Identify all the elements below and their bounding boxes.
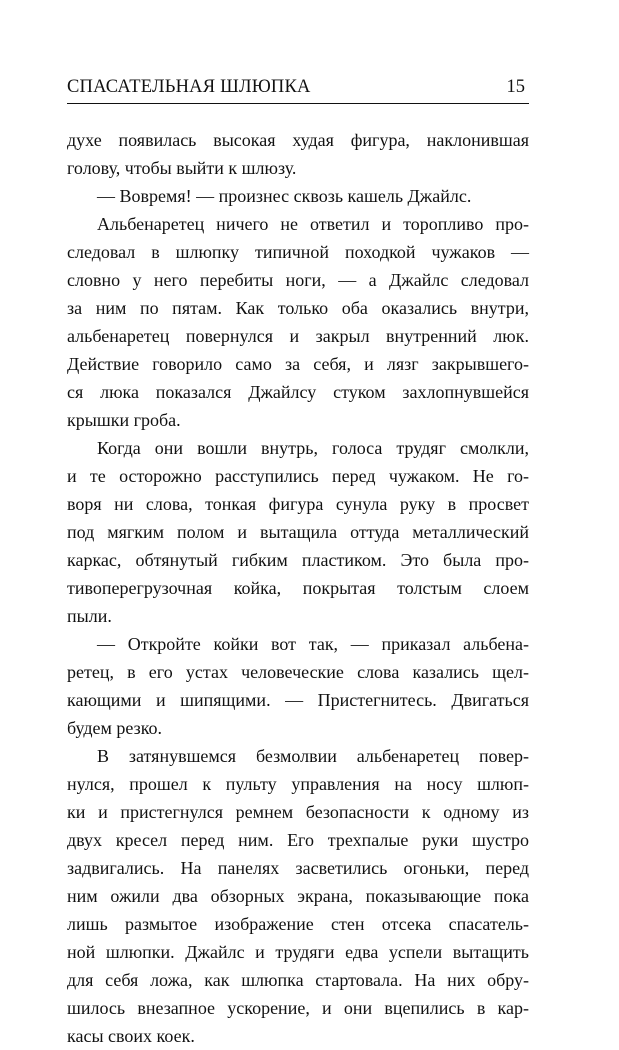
page-number: 15 xyxy=(506,77,525,97)
text-line: лишь размытое изображение стен отсека спасатель- xyxy=(67,914,529,934)
text-line: альбенаретец повернулся и закрыл внутренний люк. xyxy=(67,326,529,346)
text-line: ся люка показался Джайлсу стуком захлопнувшейся xyxy=(67,382,529,402)
text-line: ретец, в его устах человеческие слова казались щел- xyxy=(67,662,529,682)
book-page xyxy=(67,76,529,1050)
text-line: тивоперегрузочная койка, покрытая толстым слоем xyxy=(67,578,529,598)
text-line: крышки гроба. xyxy=(67,410,181,430)
body-text xyxy=(67,126,529,1050)
running-header xyxy=(67,76,529,98)
text-line: каркас, обтянутый гибким пластиком. Это была про- xyxy=(67,550,529,570)
text-line: ки и пристегнулся ремнем безопасности к одному из xyxy=(67,802,529,822)
running-title: СПАСАТЕЛЬНАЯ ШЛЮПКА xyxy=(67,77,311,97)
header-rule xyxy=(67,103,529,104)
text-line: касы своих коек. xyxy=(67,1026,195,1046)
text-line: Когда они вошли внутрь, голоса трудяг смолкли, xyxy=(97,438,529,458)
text-line: будем резко. xyxy=(67,718,163,738)
text-line: нулся, прошел к пульту управления на носу шлюп- xyxy=(67,774,529,794)
text-line: В затянувшемся безмолвии альбенаретец повер- xyxy=(97,746,529,766)
text-line: воря ни слова, тонкая фигура сунула руку в просвет xyxy=(67,494,529,514)
text-line: — Откройте койки вот так, — приказал альбена- xyxy=(97,634,529,654)
text-line: для себя ложа, как шлюпка стартовала. На них обру- xyxy=(67,970,529,990)
text-line: Действие говорило само за себя, и лязг закрывшего- xyxy=(67,354,529,374)
text-line: — Вовремя! — произнес сквозь кашель Джайлс. xyxy=(97,186,472,206)
text-line: голову, чтобы выйти к шлюзу. xyxy=(67,158,297,178)
text-line: под мягким полом и вытащила оттуда металлический xyxy=(67,522,529,542)
text-line: кающими и шипящими. — Пристегнитесь. Двигаться xyxy=(67,690,529,710)
text-line: духе появилась высокая худая фигура, наклонившая xyxy=(67,130,529,150)
text-line: шилось внезапное ускорение, и они вцепились в кар- xyxy=(67,998,529,1018)
text-line: словно у него перебиты ноги, — а Джайлс следовал xyxy=(67,270,529,290)
text-line: пыли. xyxy=(67,606,112,626)
text-line: ним ожили два обзорных экрана, показывающие пока xyxy=(67,886,529,906)
text-line: двух кресел перед ним. Его трехпалые руки шустро xyxy=(67,830,529,850)
text-line: задвигались. На панелях засветились огоньки, перед xyxy=(67,858,529,878)
text-line: за ним по пятам. Как только оба оказались внутри, xyxy=(67,298,529,318)
text-line: Альбенаретец ничего не ответил и торопливо про- xyxy=(97,214,529,234)
text-line: ной шлюпки. Джайлс и трудяги едва успели вытащить xyxy=(67,942,529,962)
text-line: следовал в шлюпку типичной походкой чужаков — xyxy=(67,242,529,262)
text-line: и те осторожно расступились перед чужаком. Не го- xyxy=(67,466,529,486)
